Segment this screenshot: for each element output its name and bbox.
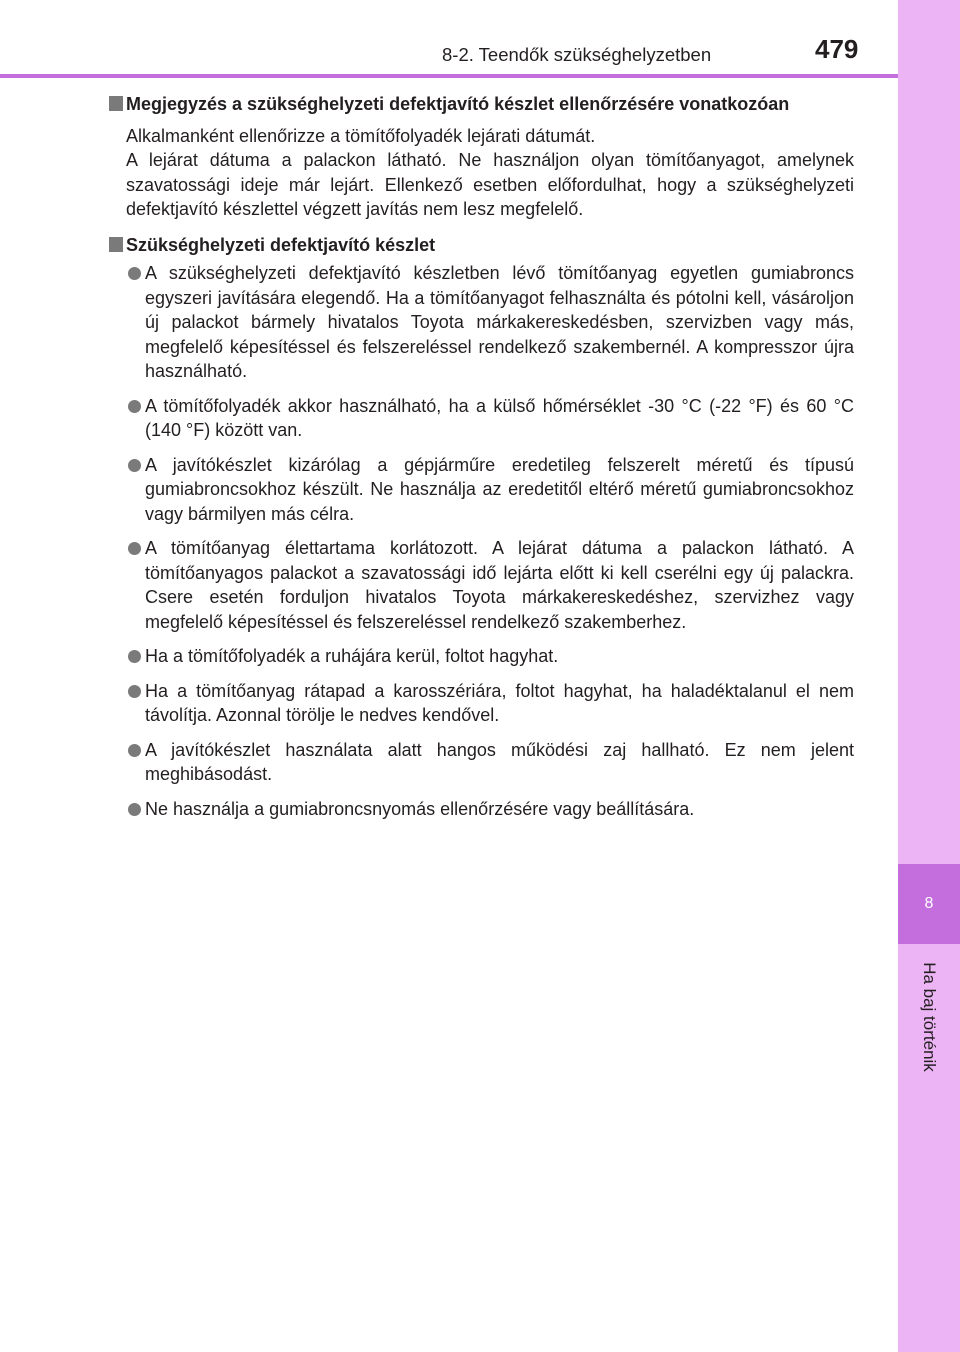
list-item-text: A szükséghelyzeti defektjavító készletben lévő tömítőanyag egyetlen gumiabroncs egyszeri javítására elegendő. Ha a tömítőanyagot felhasználta és pótolni kell, vásároljon új palackot bármely hivatalos Toyota márkakereskedésben, szervizben vagy más, megfelelő képesítéssel és felszereléssel rendelkező szakembernél. A kompresszor újra használható. <box>145 263 854 381</box>
chapter-number-tab[interactable] <box>898 864 960 944</box>
section-heading-text: Megjegyzés a szükséghelyzeti defektjavító készlet ellenőrzésére vonatkozóan <box>126 94 790 114</box>
list-item <box>108 738 854 787</box>
list-item <box>108 644 854 669</box>
chapter-number: 8 <box>924 895 934 912</box>
section-title: 8-2. Teendők szükséghelyzetben <box>442 44 712 65</box>
section-heading <box>108 233 854 258</box>
chapter-title: Ha baj történik <box>920 962 939 1072</box>
square-bullet-icon <box>109 96 123 111</box>
round-bullet-icon <box>128 650 141 663</box>
section-heading <box>108 92 854 117</box>
paragraph: Alkalmanként ellenőrizze a tömítőfolyadék lejárati dátumát. <box>126 125 596 146</box>
list-item <box>108 797 854 822</box>
round-bullet-icon <box>128 267 141 280</box>
paragraph: A lejárat dátuma a palackon látható. Ne használjon olyan tömítőanyagot, amelynek szavatossági ideje már lejárt. Ellenkező esetben előfordulhat, hogy a szükséghelyzeti defektjavító készlettel végzett javítás nem lesz megfelelő. <box>126 150 854 219</box>
round-bullet-icon <box>128 459 141 472</box>
list-item-text: A tömítőanyag élettartama korlátozott. A lejárat dátuma a palackon látható. A tömítőanyagos palackot a szavatossági idő lejárta előtt ki kell cserélni egy új palackra. Csere esetén forduljon hivatalos Toyota márkakereskedéshez, szervizhez vagy megfelelő képesítéssel és felszereléssel rendelkező szakemberhez. <box>145 538 854 632</box>
list-item-text: A javítókészlet használata alatt hangos működési zaj hallható. Ez nem jelent meghibásodást. <box>145 739 854 784</box>
header-divider <box>0 74 898 78</box>
list-item-text: Ha a tömítőanyag rátapad a karosszériára, foltot hagyhat, ha haladéktalanul el nem távolítja. Azonnal törölje le nedves kendővel. <box>145 680 854 725</box>
round-bullet-icon <box>128 803 141 816</box>
list-item <box>108 453 854 527</box>
round-bullet-icon <box>128 744 141 757</box>
list-item-text: A tömítőfolyadék akkor használható, ha a külső hőmérséklet -30 °C (-22 °F) és 60 °C (140 °F) között van. <box>145 395 854 440</box>
list-item <box>108 536 854 634</box>
list-item-text: A javítókészlet kizárólag a gépjárműre eredetileg felszerelt méretű és típusú gumiabroncsokhoz készült. Ne használja az eredetitől eltérő méretű gumiabroncsokhoz vagy bármilyen más célra. <box>145 454 854 524</box>
section-heading-text: Szükséghelyzeti defektjavító készlet <box>126 234 436 255</box>
list-item <box>108 679 854 728</box>
chapter-sidebar <box>898 0 960 1352</box>
round-bullet-icon <box>128 542 141 555</box>
bullet-list <box>108 261 854 821</box>
list-item <box>108 261 854 384</box>
page-number: 479 <box>815 34 859 64</box>
list-item-text: Ne használja a gumiabroncsnyomás ellenőrzésére vagy beállítására. <box>145 798 695 819</box>
round-bullet-icon <box>128 685 141 698</box>
round-bullet-icon <box>128 400 141 413</box>
square-bullet-icon <box>109 237 123 252</box>
list-item-text: Ha a tömítőfolyadék a ruhájára kerül, foltot hagyhat. <box>145 646 559 666</box>
list-item <box>108 394 854 443</box>
page-content <box>108 92 854 831</box>
